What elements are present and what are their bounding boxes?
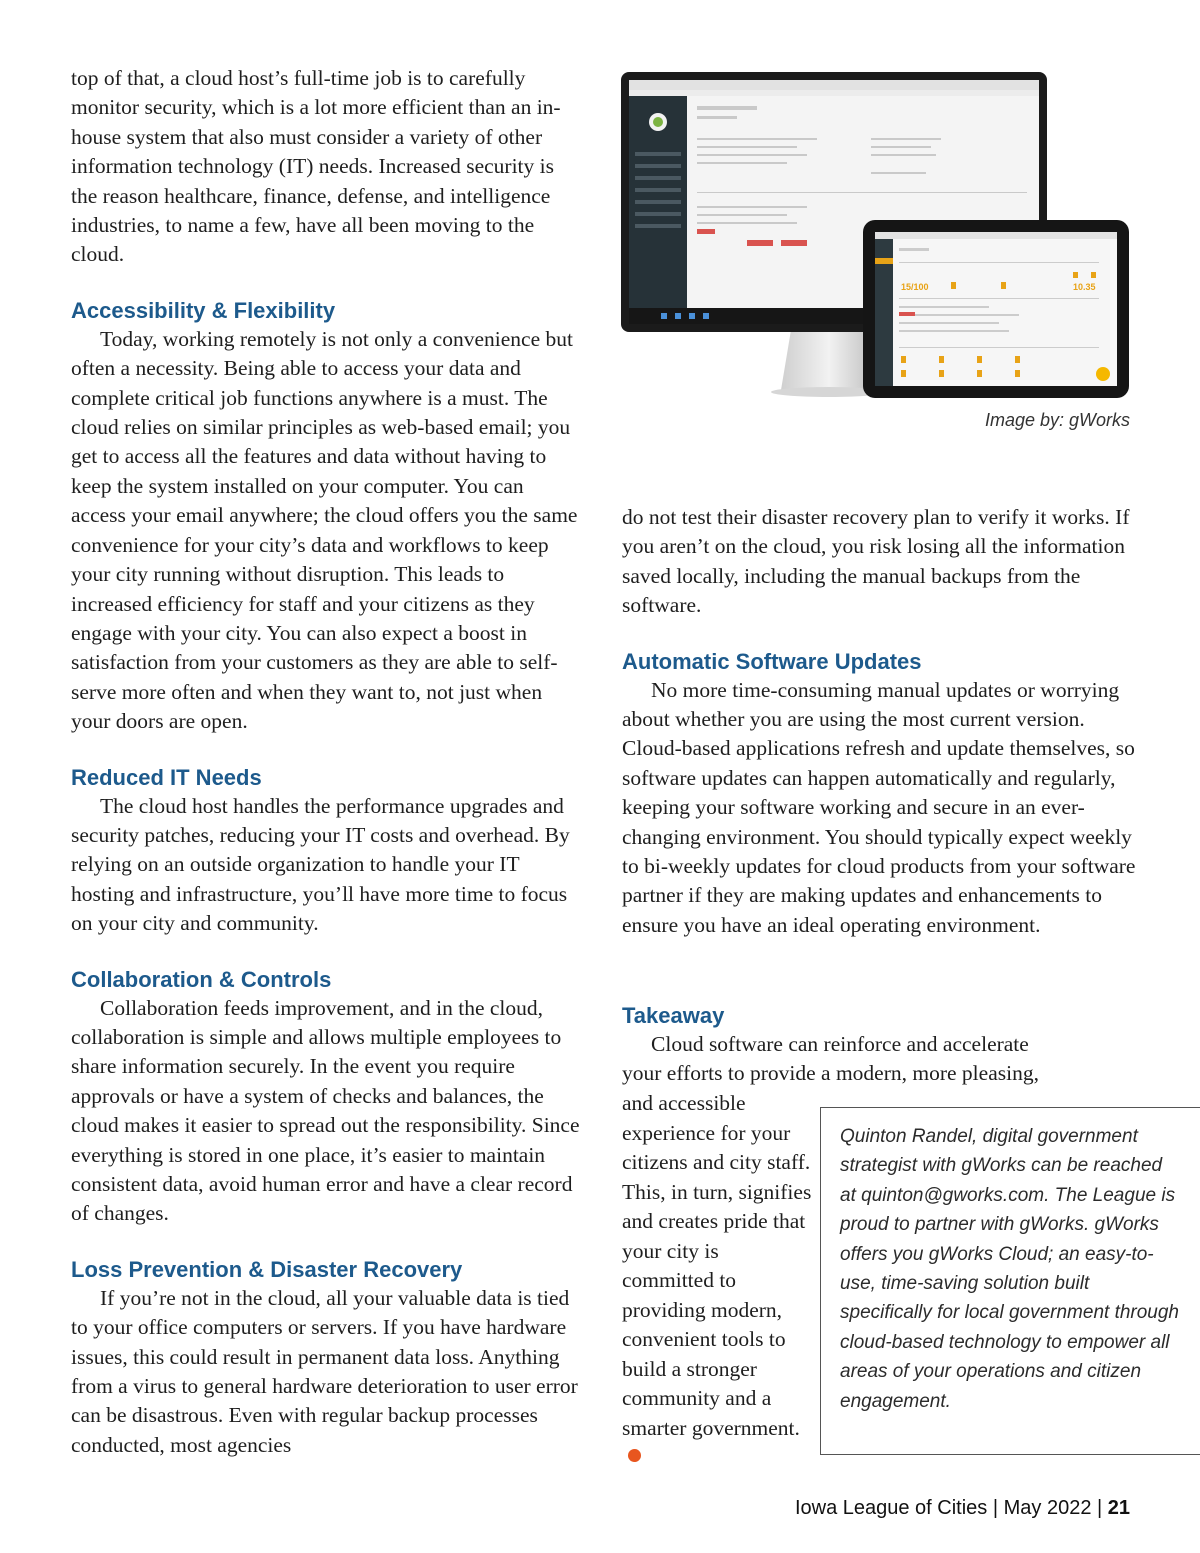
loss-prevention-paragraph: If you’re not in the cloud, all your valuable data is tied to your office computers or servers. If you have hardware issues, this could result in permanent data loss. Anything from a virus to general hardware deterioration to user error can be disastrous. Even with regular backup processes conducted, most agencies [71,1285,578,1457]
collaboration-paragraph: Collaboration feeds improvement, and in the cloud, collaboration is simple and allows multiple employees to share information securely. In the event you require approvals or have a system of checks and balances, the cloud makes it easier to spread out the responsibility. Since everything is stored in one place, it’s easier to maintain consistent data, avoid human error and have a clear record of changes. [71,995,580,1226]
heading-reduced-it: Reduced IT Needs [71,764,262,790]
author-bio-text: Quinton Randel, digital government strategist with gWorks can be reached at quinton@gworks.com. The League is proud to partner with gWorks. gWorks offers you gWorks Cloud; an easy-to-use, time-saving solution built specifically for local government through cloud-based technology to empower all areas of your operations and citizen engagement. [840,1126,1180,1412]
takeaway-section [622,1002,1137,1089]
intro-paragraph: top of that, a cloud host’s full-time job is to carefully monitor security, which is a lot more efficient than an in-house system that also must consider a variety of other information technology (IT) needs. Increased security is the reason healthcare, finance, defense, and intelligence industries, to name a few, have all been moving to the cloud. [71,66,561,267]
footer-publication: Iowa League of Cities | May 2022 | [794,1497,1108,1519]
end-mark-icon [628,1449,641,1462]
takeaway-paragraph-wide: Cloud software can reinforce and accelerate your efforts to provide a modern, more pleasing, [622,1032,1039,1086]
tablet-screen [875,232,1117,386]
continuation-paragraph: do not test their disaster recovery plan to verify it works. If you aren’t on the cloud, you risk losing all the information saved locally, including the manual backups from the software. [622,505,1130,618]
devices-image [621,72,1133,402]
heading-automatic-updates: Automatic Software Updates [622,648,922,674]
author-bio-box [820,1107,1200,1455]
right-column [622,503,1137,940]
tablet-metric-2: 10.35 [1073,282,1096,292]
image-caption: Image by: gWorks [984,410,1130,430]
tablet-chat-bubble [1096,367,1110,381]
page-number: 21 [1107,1497,1130,1519]
automatic-updates-paragraph: No more time-consuming manual updates or worrying about whether you are using the most current version. Cloud-based applications refresh and update themselves, so software updates can happen automatically and regularly, keeping your software working and secure in an ever-changing environment. You should typically expect weekly to bi-weekly updates for cloud products from your software partner if they are making updates and enhancements to ensure you have an ideal operating environment. [622,677,1136,937]
reduced-it-paragraph: The cloud host handles the performance upgrades and security patches, reducing your IT costs and overhead. By relying on an outside organization to handle your IT hosting and infrastructure, you’ll have more time to focus on your city and community. [71,793,570,936]
tablet-metric-1: 15/100 [901,282,929,292]
heading-accessibility: Accessibility & Flexibility [71,297,336,323]
heading-collaboration: Collaboration & Controls [71,966,332,992]
monitor-stand [781,330,877,390]
accessibility-paragraph: Today, working remotely is not only a convenience but often a necessity. Being able to access your data and complete critical job functions anywhere is a must. The cloud relies on similar principles as web-based email; you get to access all the features and data without having to keep the system installed on your computer. You can access your email anywhere; the cloud offers you the same convenience for your city’s data and workflows to keep your city running without disruption. This leads to increased efficiency for staff and your citizens as they engage with your city. You can also expect a boost in satisfaction from your customers as they are able to self-serve more often and when they want to, not just when your doors are open. [71,326,578,734]
heading-takeaway: Takeaway [622,1003,725,1028]
takeaway-narrow-column [622,1089,812,1473]
heading-loss-prevention: Loss Prevention & Disaster Recovery [71,1256,463,1282]
page-footer [795,1497,1130,1520]
takeaway-paragraph-narrow: and accessible experience for your citizens and city staff. This, in turn, signifies and creates pride that your city is committed to providing modern, convenient tools to build a stronger community and a smarter government. [622,1091,812,1440]
left-column [71,64,581,1460]
